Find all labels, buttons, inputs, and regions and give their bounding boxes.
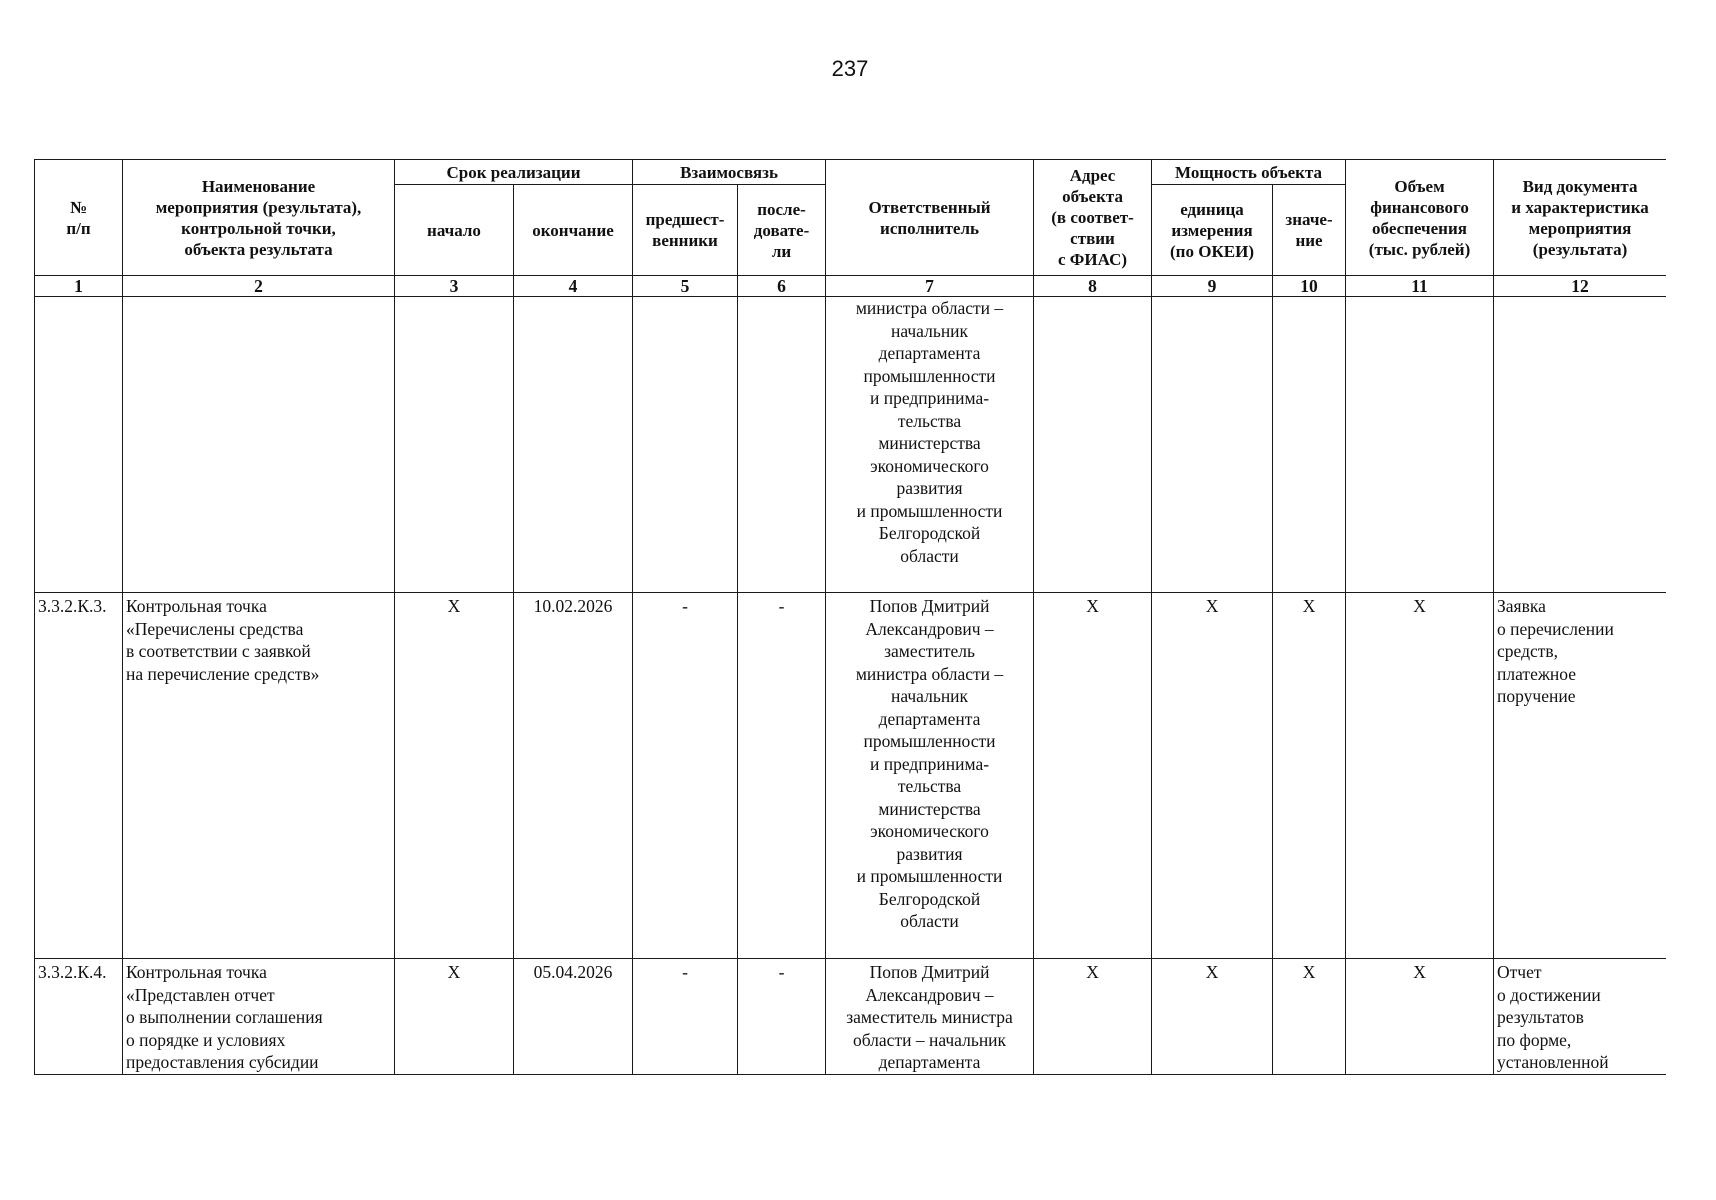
header-group-capacity: Мощность объекта [1152, 160, 1346, 185]
column-number: 12 [1494, 276, 1666, 297]
row-code: 3.3.2.К.4. [35, 959, 123, 1075]
column-number: 8 [1034, 276, 1152, 297]
row-successors: - [738, 593, 826, 959]
row-document: Отчет о достижении результатов по форме, установленной [1494, 959, 1666, 1075]
plan-table [34, 159, 1666, 1075]
column-number: 7 [826, 276, 1034, 297]
row-address [1034, 297, 1152, 593]
header-value: значе- ние [1273, 185, 1346, 276]
row-value [1273, 297, 1346, 593]
row-code [35, 297, 123, 593]
header-document: Вид документа и характеристика мероприятия (результата) [1494, 160, 1666, 276]
column-number: 2 [123, 276, 395, 297]
row-executor: Попов Дмитрий Александрович – заместитель министра области – начальник департамента [826, 959, 1034, 1075]
header-name: Наименование мероприятия (результата), контрольной точки, объекта результата [123, 160, 395, 276]
row-address: X [1034, 959, 1152, 1075]
row-predecessors [633, 297, 738, 593]
plan-table-container [34, 159, 1666, 1081]
header-address: Адрес объекта (в соответ- ствии с ФИАС) [1034, 160, 1152, 276]
row-unit: X [1152, 593, 1273, 959]
column-number: 6 [738, 276, 826, 297]
header-unit: единица измерения (по ОКЕИ) [1152, 185, 1273, 276]
row-finance [1346, 297, 1494, 593]
column-number: 9 [1152, 276, 1273, 297]
row-finance: X [1346, 593, 1494, 959]
header-group-link: Взаимосвязь [633, 160, 826, 185]
column-number: 10 [1273, 276, 1346, 297]
column-number: 5 [633, 276, 738, 297]
row-end: 05.04.2026 [514, 959, 633, 1075]
table-row [35, 959, 1667, 1075]
row-successors [738, 297, 826, 593]
row-end [514, 297, 633, 593]
row-unit: X [1152, 959, 1273, 1075]
column-number-row [35, 276, 1667, 297]
row-end: 10.02.2026 [514, 593, 633, 959]
table-row [35, 297, 1667, 593]
row-name: Контрольная точка «Представлен отчет о выполнении соглашения о порядке и условиях предоставления субсидии [123, 959, 395, 1075]
header-predecessors: предшест- венники [633, 185, 738, 276]
row-value: X [1273, 593, 1346, 959]
row-start [395, 297, 514, 593]
header-row-top [35, 160, 1667, 185]
header-group-term: Срок реализации [395, 160, 633, 185]
row-executor: министра области – начальник департамента промышленности и предпринима- тельства министерства экономического развития и промышленности Белгородской области [826, 297, 1034, 593]
row-start: X [395, 593, 514, 959]
row-executor: Попов Дмитрий Александрович – заместитель министра области – начальник департамента промышленности и предпринима- тельства министерства экономического развития и промышленности Белгородской области [826, 593, 1034, 959]
row-predecessors: - [633, 959, 738, 1075]
header-finance: Объем финансового обеспечения (тыс. рублей) [1346, 160, 1494, 276]
row-name: Контрольная точка «Перечислены средства в соответствии с заявкой на перечисление средств» [123, 593, 395, 959]
row-code: 3.3.2.К.3. [35, 593, 123, 959]
row-value: X [1273, 959, 1346, 1075]
header-start: начало [395, 185, 514, 276]
row-predecessors: - [633, 593, 738, 959]
row-name [123, 297, 395, 593]
row-document [1494, 297, 1666, 593]
header-end: окончание [514, 185, 633, 276]
row-unit [1152, 297, 1273, 593]
row-document: Заявка о перечислении средств, платежное поручение [1494, 593, 1666, 959]
header-executor: Ответственный исполнитель [826, 160, 1034, 276]
column-number: 1 [35, 276, 123, 297]
page-number: 237 [831, 56, 869, 81]
row-finance: X [1346, 959, 1494, 1075]
table-row [35, 593, 1667, 959]
column-number: 11 [1346, 276, 1494, 297]
header-number: № п/п [35, 160, 123, 276]
row-successors: - [738, 959, 826, 1075]
column-number: 3 [395, 276, 514, 297]
row-address: X [1034, 593, 1152, 959]
column-number: 4 [514, 276, 633, 297]
row-start: X [395, 959, 514, 1075]
header-successors: после- довате- ли [738, 185, 826, 276]
